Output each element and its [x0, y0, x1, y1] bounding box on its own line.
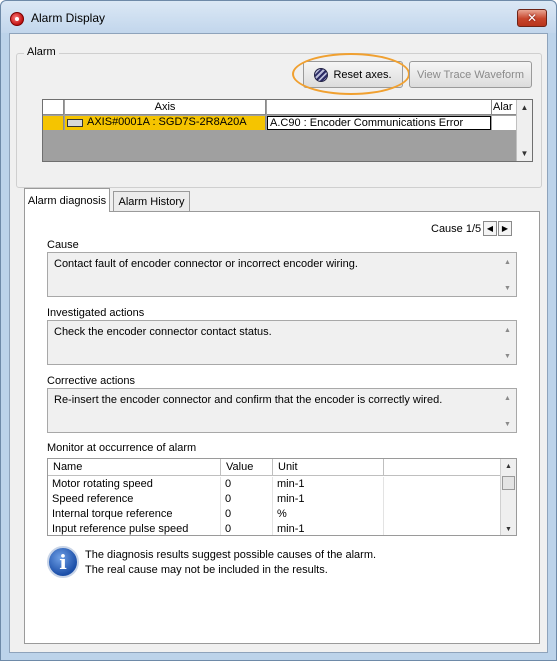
info-text-line1: The diagnosis results suggest possible causes of the alarm. — [85, 549, 377, 561]
grid-cell-extra[interactable] — [492, 116, 517, 130]
corrective-actions-label: Corrective actions — [47, 375, 136, 387]
window-title: Alarm Display — [31, 11, 106, 25]
reset-axes-label: Reset axes. — [333, 68, 392, 81]
corrective-scrollbar[interactable] — [500, 389, 516, 432]
monitor-cell-name: Motor rotating speed — [48, 477, 221, 492]
next-cause-button[interactable] — [498, 221, 512, 236]
scroll-down-icon[interactable]: ▼ — [505, 526, 512, 533]
grid-corner — [43, 100, 64, 115]
scroll-down-icon[interactable]: ▼ — [504, 421, 511, 428]
investigated-scrollbar[interactable] — [500, 321, 516, 364]
monitor-header-extra[interactable] — [384, 459, 501, 476]
monitor-label: Monitor at occurrence of alarm — [47, 442, 197, 454]
cause-scrollbar[interactable] — [500, 253, 516, 296]
alarm-grid[interactable] — [42, 99, 533, 162]
corrective-actions-text: Re-insert the encoder connector and confirm that the encoder is correctly wired. — [54, 394, 443, 406]
monitor-cell-name: Speed reference — [48, 492, 221, 507]
alarm-diagnosis-panel — [24, 211, 540, 644]
monitor-cell-value: 0 — [221, 507, 273, 522]
scroll-up-icon[interactable]: ▲ — [520, 103, 529, 112]
cause-text: Contact fault of encoder connector or incorrect encoder wiring. — [54, 258, 358, 270]
tab-alarm-diagnosis[interactable]: Alarm diagnosis — [24, 188, 110, 212]
scroll-down-icon[interactable]: ▼ — [520, 149, 529, 158]
monitor-header-unit[interactable]: Unit — [273, 459, 384, 476]
window-client-area — [9, 33, 548, 653]
scroll-up-icon[interactable]: ▲ — [504, 395, 511, 402]
cause-textbox[interactable] — [47, 252, 517, 297]
scroll-up-icon[interactable]: ▲ — [504, 259, 511, 266]
corrective-actions-textbox[interactable] — [47, 388, 517, 433]
table-row[interactable] — [48, 492, 501, 507]
previous-cause-button[interactable] — [483, 221, 497, 236]
tab-alarm-history[interactable]: Alarm History — [113, 191, 190, 212]
grid-cell-axis-text: AXIS#0001A : SGD7S-2R8A20A — [87, 116, 247, 128]
grid-cell-alarm[interactable]: A.C90 : Encoder Communications Error — [267, 116, 491, 130]
cause-counter: Cause 1/5 — [431, 223, 482, 235]
grid-header-axis[interactable]: Axis — [65, 100, 266, 115]
monitor-cell-name: Internal torque reference — [48, 507, 221, 522]
monitor-table[interactable] — [47, 458, 517, 536]
monitor-cell-value: 0 — [221, 477, 273, 492]
close-button[interactable]: ✕ — [517, 9, 547, 27]
view-trace-waveform-label: View Trace Waveform — [417, 68, 524, 81]
alarm-grid-scrollbar[interactable] — [516, 100, 532, 161]
monitor-cell-unit: min-1 — [273, 492, 384, 507]
cause-label: Cause — [47, 239, 79, 251]
table-row[interactable] — [48, 477, 501, 492]
monitor-cell-unit: min-1 — [273, 522, 384, 536]
grid-header-alar[interactable]: Alar — [492, 100, 517, 115]
monitor-cell-unit: % — [273, 507, 384, 522]
scroll-down-icon[interactable]: ▼ — [504, 353, 511, 360]
scroll-up-icon[interactable]: ▲ — [504, 327, 511, 334]
title-bar[interactable] — [1, 1, 556, 33]
reset-highlight-annotation — [292, 53, 410, 95]
scroll-down-icon[interactable]: ▼ — [504, 285, 511, 292]
investigated-actions-text: Check the encoder connector contact status. — [54, 326, 272, 338]
investigated-actions-label: Investigated actions — [47, 307, 145, 319]
monitor-cell-unit: min-1 — [273, 477, 384, 492]
arrow-right-icon: ▶ — [501, 224, 509, 233]
view-trace-waveform-button[interactable] — [409, 61, 532, 88]
alarm-app-icon — [10, 12, 24, 26]
grid-cell-axis[interactable] — [65, 116, 266, 130]
monitor-header-name[interactable]: Name — [48, 459, 221, 476]
axis-device-icon — [67, 119, 83, 127]
grid-header-alarm[interactable] — [267, 100, 492, 115]
monitor-cell-value: 0 — [221, 522, 273, 536]
table-row[interactable] — [48, 522, 501, 536]
scroll-up-icon[interactable]: ▲ — [505, 463, 512, 470]
monitor-cell-name: Input reference pulse speed — [48, 522, 221, 536]
table-row[interactable] — [48, 507, 501, 522]
monitor-header-value[interactable]: Value — [221, 459, 273, 476]
monitor-cell-value: 0 — [221, 492, 273, 507]
info-text-line2: The real cause may not be included in the results. — [85, 564, 328, 576]
info-icon: i — [47, 546, 79, 578]
monitor-scroll-thumb[interactable] — [502, 476, 515, 490]
monitor-header — [48, 459, 516, 476]
grid-row-selector[interactable] — [43, 116, 64, 130]
arrow-left-icon: ◀ — [486, 224, 494, 233]
alarm-group-label: Alarm — [24, 46, 59, 58]
investigated-actions-textbox[interactable] — [47, 320, 517, 365]
monitor-scrollbar[interactable] — [500, 459, 516, 535]
